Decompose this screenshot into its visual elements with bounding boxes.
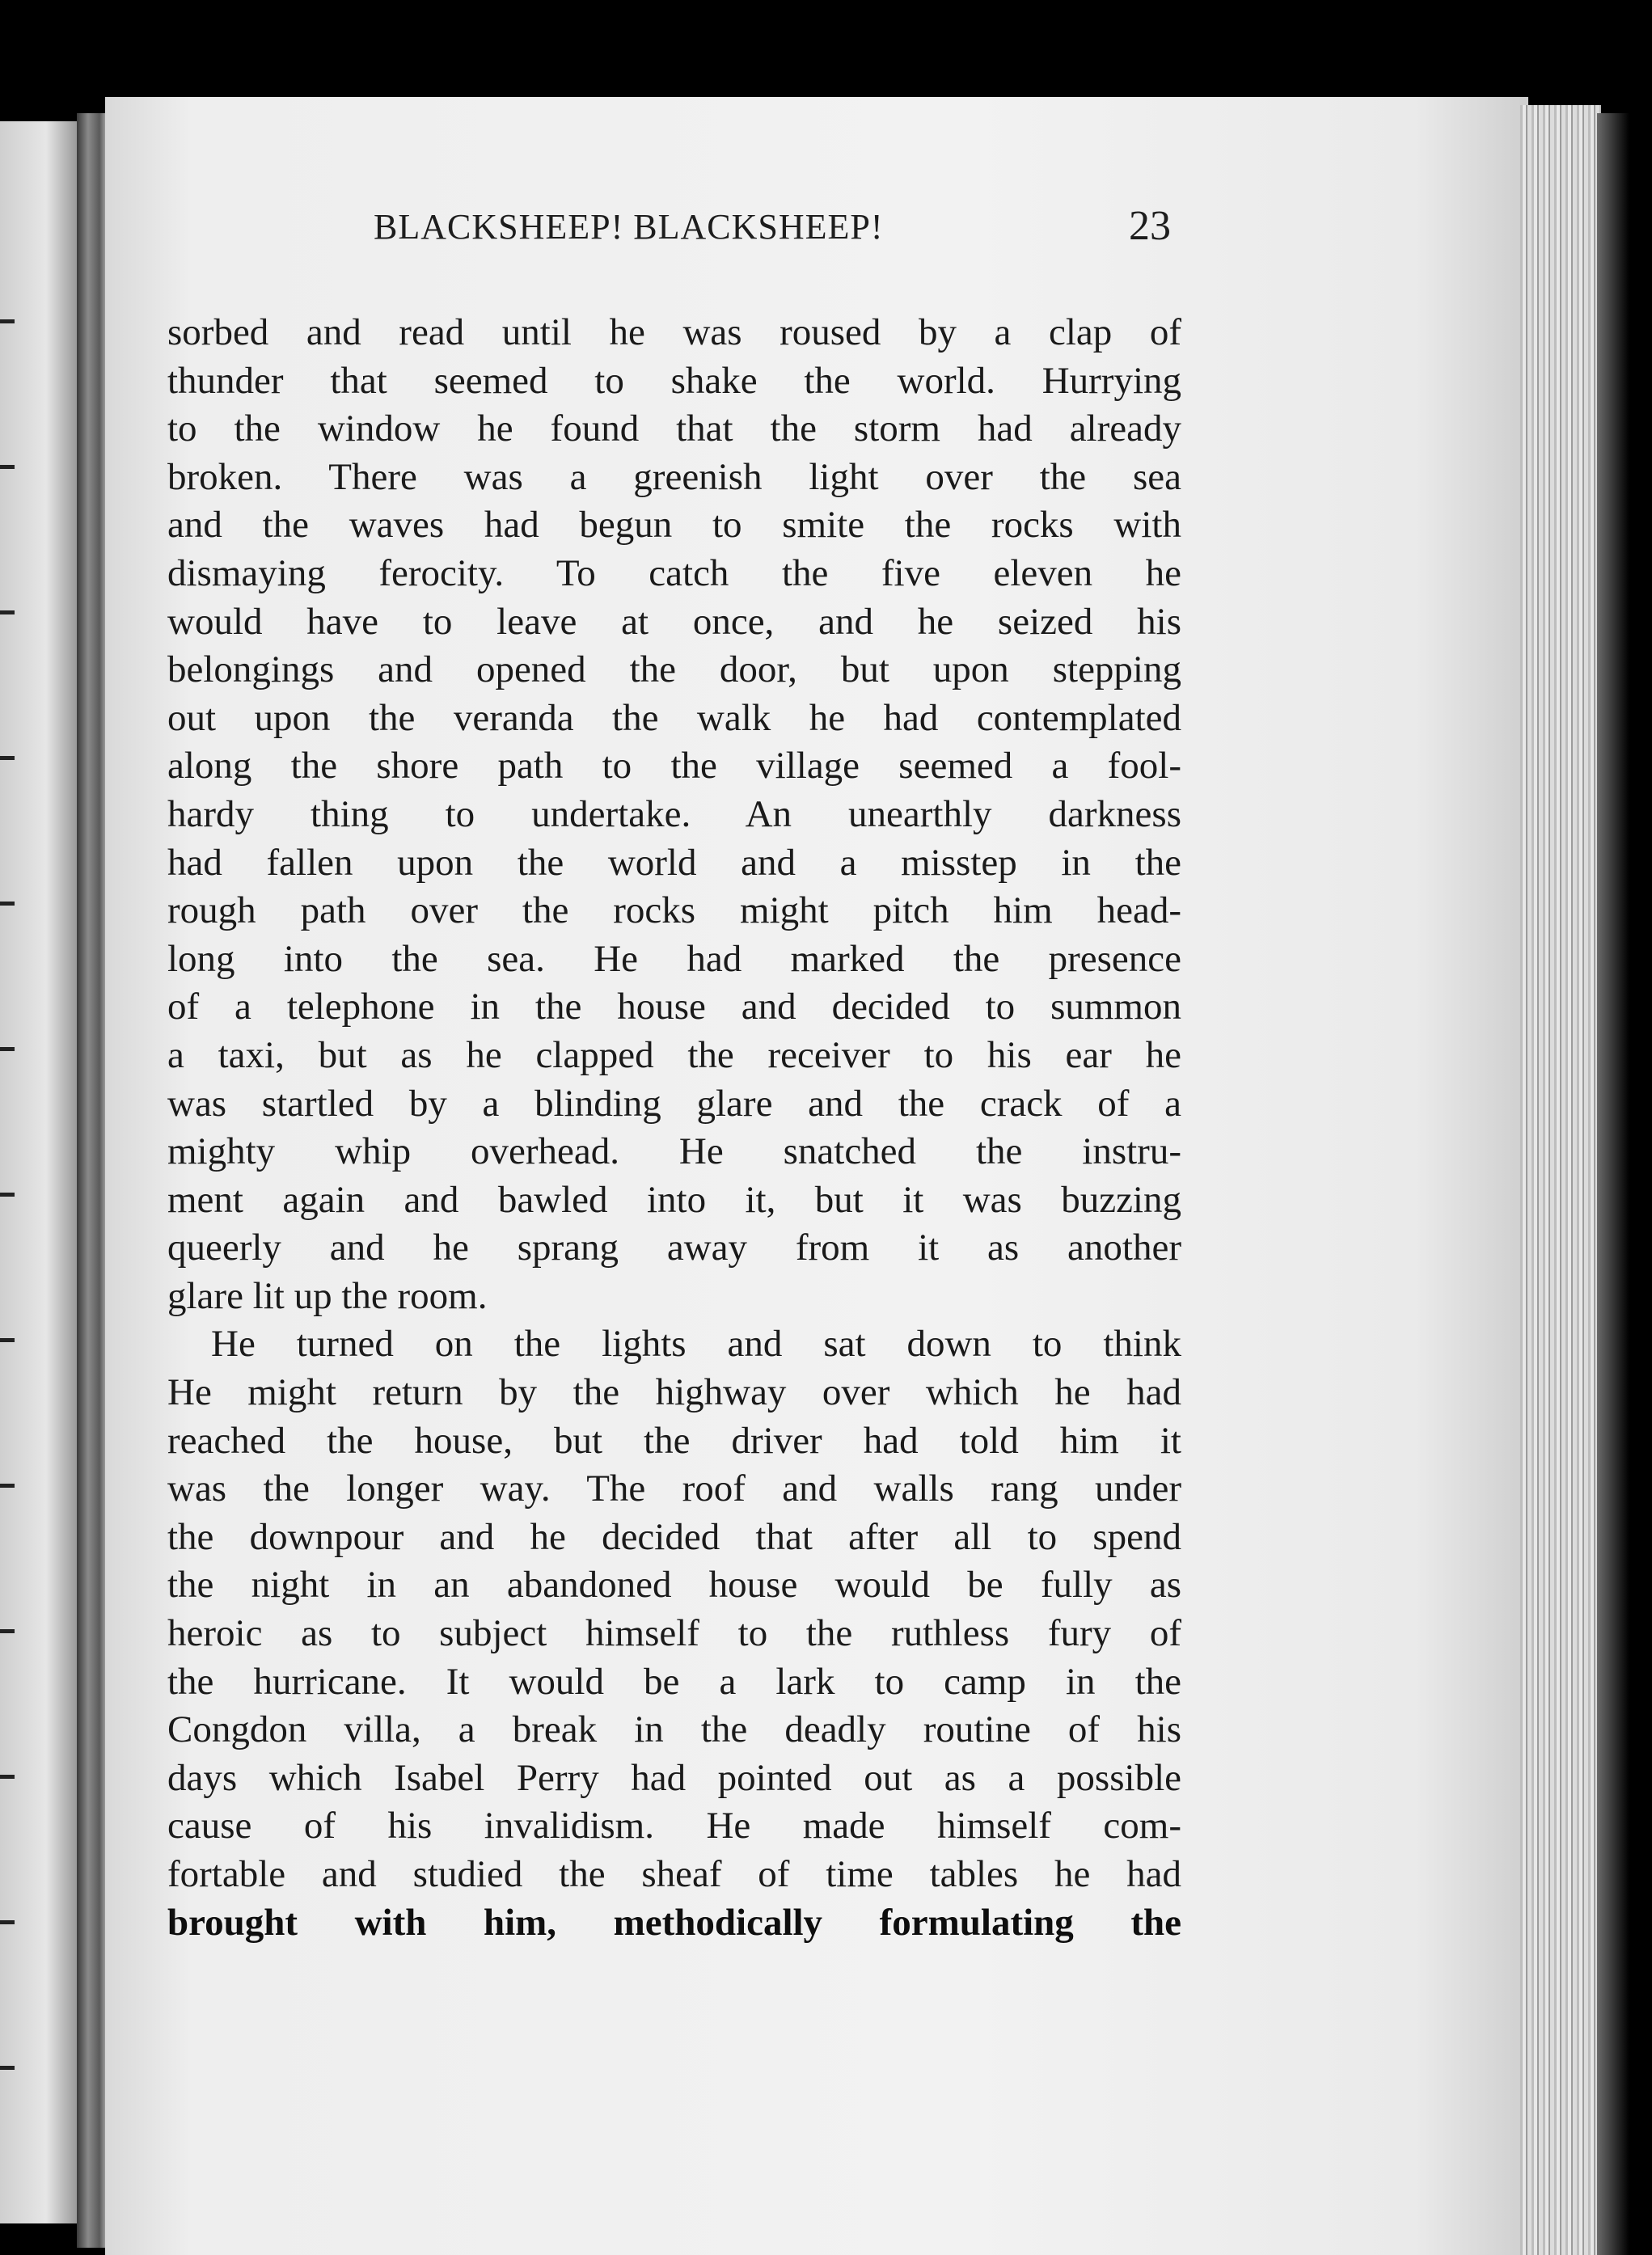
text-line: of a telephone in the house and decided to summon: [167, 986, 1181, 1028]
page-number: 23: [1129, 203, 1171, 249]
text-line: rough path over the rocks might pitch him head-: [167, 889, 1181, 932]
text-line: cause of his invalidism. He made himself com-: [167, 1805, 1181, 1847]
text-line: fortable and studied the sheaf of time tables he had: [167, 1853, 1181, 1895]
page-edge-stack: [1520, 105, 1601, 2255]
text-line: hardy thing to undertake. An unearthly darkness: [167, 792, 1181, 835]
text-line: He turned on the lights and sat down to think: [211, 1323, 1181, 1366]
text-line: along the shore path to the village seemed a fool-: [167, 745, 1181, 788]
body-text: [167, 309, 1181, 1947]
text-line: the night in an abandoned house would be fully as: [167, 1564, 1181, 1607]
text-line: was startled by a blinding glare and the crack of a: [167, 1082, 1181, 1125]
text-line: to the window he found that the storm had already: [167, 408, 1181, 450]
book-gutter: [77, 113, 109, 2248]
text-line: dismaying ferocity. To catch the five eleven he: [167, 551, 1181, 594]
text-line: sorbed and read until he was roused by a clap of: [167, 311, 1181, 353]
text-line: was the longer way. The roof and walls rang under: [167, 1467, 1181, 1510]
text-line: brought with him, methodically formulating the: [167, 1901, 1181, 1944]
text-line: long into the sea. He had marked the presence: [167, 937, 1181, 980]
text-line: glare lit up the room.: [167, 1274, 488, 1317]
page-edge-shadow: [1597, 113, 1629, 2255]
text-line: belongings and opened the door, but upon stepping: [167, 648, 1181, 691]
text-line: out upon the veranda the walk he had contemplated: [167, 696, 1181, 739]
text-line: had fallen upon the world and a misstep in the: [167, 841, 1181, 884]
text-line: and the waves had begun to smite the rocks with: [167, 504, 1181, 547]
text-line: would have to leave at once, and he seized his: [167, 600, 1181, 643]
running-head: BLACKSHEEP! BLACKSHEEP!: [374, 207, 884, 247]
text-line: the downpour and he decided that after all to spend: [167, 1515, 1181, 1558]
text-line: reached the house, but the driver had told him it: [167, 1419, 1181, 1462]
left-page-text-fragments: [0, 243, 15, 2102]
text-line: broken. There was a greenish light over the sea: [167, 455, 1181, 498]
text-line: Congdon villa, a break in the deadly routine of his: [167, 1708, 1181, 1751]
text-line: heroic as to subject himself to the ruthless fury of: [167, 1612, 1181, 1655]
text-line: days which Isabel Perry had pointed out as a possible: [167, 1756, 1181, 1799]
text-line: He might return by the highway over which he had: [167, 1371, 1181, 1414]
text-line: ment again and bawled into it, but it was buzzing: [167, 1178, 1181, 1221]
text-line: queerly and he sprang away from it as another: [167, 1227, 1181, 1269]
text-line: a taxi, but as he clapped the receiver to his ear he: [167, 1033, 1181, 1076]
text-line: thunder that seemed to shake the world. Hurrying: [167, 359, 1181, 402]
text-line: the hurricane. It would be a lark to camp in the: [167, 1660, 1181, 1703]
text-line: mighty whip overhead. He snatched the instru-: [167, 1130, 1181, 1173]
